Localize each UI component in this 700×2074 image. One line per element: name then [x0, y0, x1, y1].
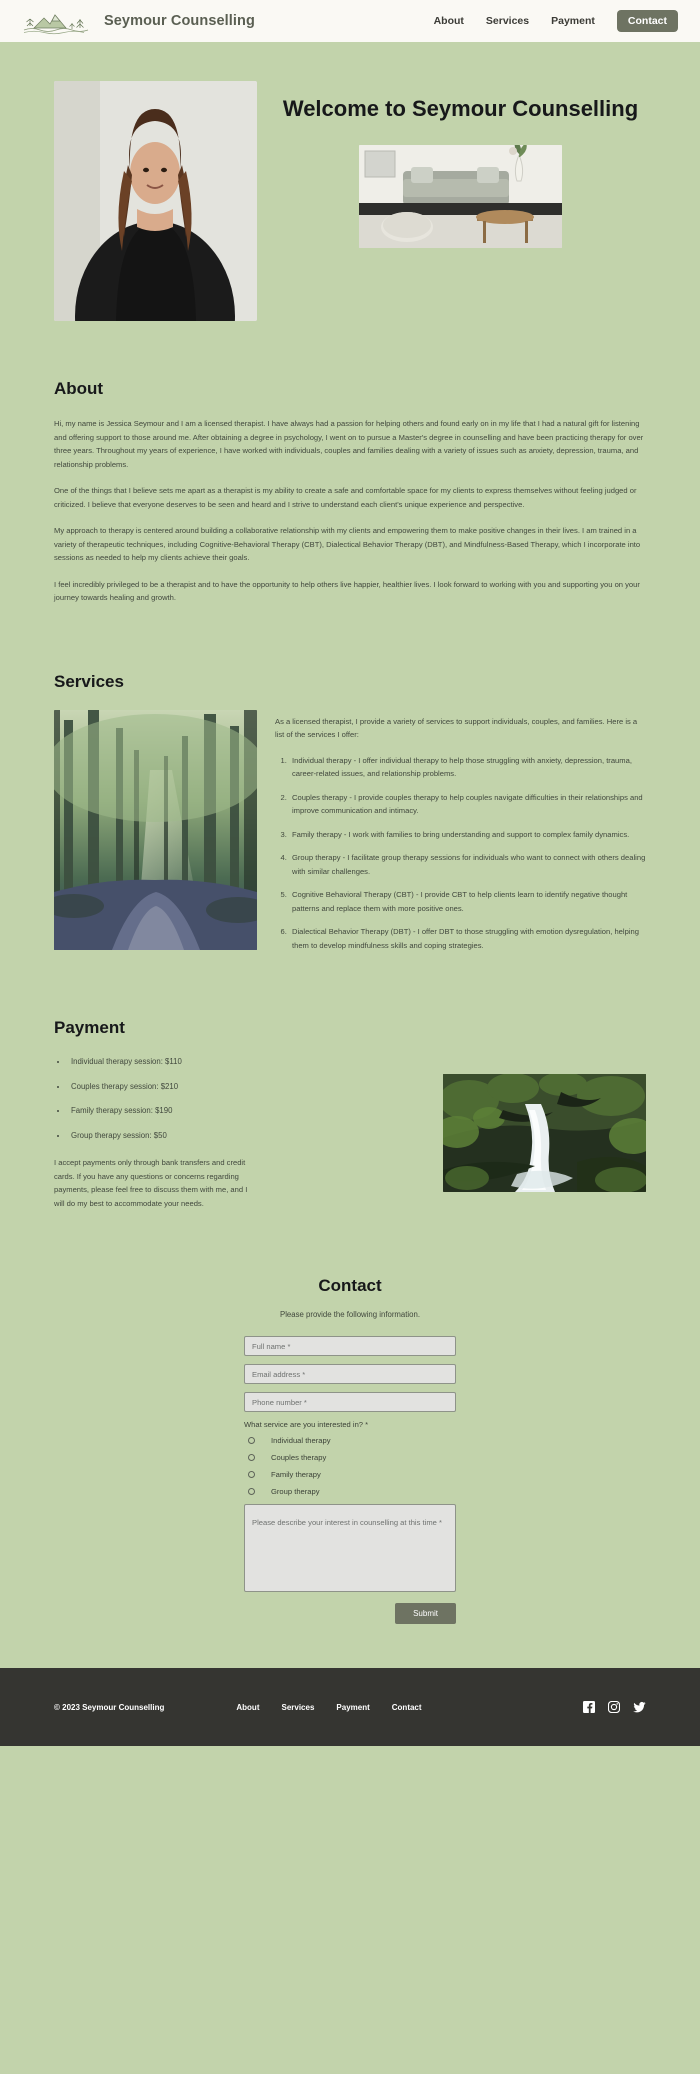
radio-option-group-therapy[interactable]: [244, 1487, 456, 1496]
phone-placeholder: Phone number *: [252, 1397, 307, 1407]
submit-button[interactable]: Submit: [395, 1603, 456, 1624]
price-list-item: • Couples therapy session: $210: [68, 1081, 425, 1093]
site-footer: [0, 1668, 700, 1746]
service-list-item: 5. Cognitive Behavioral Therapy (CBT) - I provide CBT to help clients learn to identify negative thought patterns and replace them with more positive ones.: [289, 888, 646, 915]
hero-right: [275, 81, 646, 321]
price-list-item: • Family therapy session: $190: [68, 1105, 425, 1117]
radio-circle-icon: [248, 1471, 255, 1478]
radio-label: Couples therapy: [271, 1453, 327, 1463]
price-list: [68, 1056, 425, 1142]
nav-item-services[interactable]: Services: [485, 15, 530, 27]
about-paragraph: I feel incredibly privileged to be a therapist and to have the opportunity to help others live happier, healthier lives. I look forward to working with you and supporting you on your journey towards healing and growth.: [54, 579, 640, 603]
about-section: [0, 321, 700, 605]
site-header: [0, 0, 700, 42]
services-intro: As a licensed therapist, I provide a variety of services to support individuals, couples, and families. Here is a list of the services I offer:: [275, 716, 638, 740]
main-nav: [434, 0, 678, 42]
email-placeholder: Email address *: [252, 1369, 306, 1379]
message-textarea[interactable]: [244, 1504, 456, 1592]
instagram-icon[interactable]: [608, 1701, 620, 1713]
waterfall-image: [443, 1074, 646, 1192]
payment-note: I accept payments only through bank transfers and credit cards. If you have any questions or concerns regarding payments, please feel free to discuss them with me, and I will do my best to accommodate your needs.: [54, 1158, 248, 1208]
services-text: [275, 710, 646, 963]
therapist-portrait-image: [54, 81, 257, 321]
social-links: [583, 1701, 646, 1713]
radio-label: Individual therapy: [271, 1436, 331, 1446]
contact-section: [0, 1210, 700, 1668]
service-question-label: What service are you interested in? *: [244, 1420, 369, 1430]
service-list-item: 3. Family therapy - I work with families to bring understanding and support to complex family dynamics.: [289, 828, 646, 842]
message-placeholder: Please describe your interest in counselling at this time *: [252, 1518, 442, 1528]
radio-option-individual-therapy[interactable]: [244, 1436, 456, 1445]
contact-subtitle: Please provide the following information.: [280, 1310, 420, 1320]
services-title: Services: [54, 671, 124, 691]
service-list-item: 2. Couples therapy - I provide couples therapy to help couples navigate difficulties in their relationships and improve communication and intimacy.: [289, 791, 646, 818]
footer-link-payment[interactable]: Payment: [336, 1702, 370, 1712]
service-list-item: 1. Individual therapy - I offer individual therapy to help those struggling with anxiety, depression, trauma, career-related issues, and relationship problems.: [289, 754, 646, 781]
copyright-text: © 2023 Seymour Counselling: [54, 1702, 165, 1712]
email-input[interactable]: [244, 1364, 456, 1384]
footer-link-about[interactable]: About: [236, 1702, 260, 1712]
contact-form: [244, 1336, 456, 1592]
price-list-item: • Group therapy session: $50: [68, 1130, 425, 1142]
contact-title: Contact: [318, 1276, 382, 1296]
about-title: About: [54, 379, 104, 398]
about-paragraph: One of the things that I believe sets me apart as a therapist is my ability to create a safe and comfortable space for my clients to express themselves without feeling judged or criticized. I believe that everyone deserves to be seen and heard and I strive to understand each client's unique experience and perspective.: [54, 486, 637, 509]
forest-path-image: [54, 710, 257, 950]
payment-title: Payment: [54, 1018, 125, 1038]
services-section: [0, 618, 700, 963]
hero-title: Welcome to Seymour Counselling: [282, 96, 639, 121]
footer-link-contact[interactable]: Contact: [391, 1702, 422, 1712]
nav-item-payment[interactable]: Payment: [551, 15, 595, 27]
facebook-icon[interactable]: [583, 1701, 595, 1713]
service-list-item: 4. Group therapy - I facilitate group therapy sessions for individuals who want to connect with others dealing with similar challenges.: [289, 851, 646, 878]
footer-nav: [236, 1703, 421, 1712]
nav-contact-button[interactable]: Contact: [617, 10, 678, 32]
radio-label: Family therapy: [271, 1470, 321, 1480]
living-room-image: [359, 145, 562, 248]
brand-group[interactable]: [22, 6, 255, 36]
radio-label: Group therapy: [271, 1487, 320, 1497]
footer-link-services[interactable]: Services: [281, 1702, 315, 1712]
mountain-landscape-logo-icon: [22, 6, 90, 36]
radio-circle-icon: [248, 1437, 255, 1444]
twitter-icon[interactable]: [633, 1701, 646, 1713]
radio-circle-icon: [248, 1488, 255, 1495]
phone-input[interactable]: [244, 1392, 456, 1412]
services-list: [289, 754, 646, 953]
full-name-input[interactable]: [244, 1336, 456, 1356]
about-paragraph: Hi, my name is Jessica Seymour and I am a licensed therapist. I have always had a passion for helping others and found early on in my life that I had a natural gift for listening and offering support to those around me. After obtaining a degree in psychology, I went on to pursue a Master's degree in counselling and have been practicing therapy for over three years. Throughout my years of experience, I have worked with individuals, couples and families dealing with a variety of issues such as anxiety, depression, trauma, and relationship problems.: [54, 419, 644, 469]
payment-section: [0, 962, 700, 1210]
radio-option-couples-therapy[interactable]: [244, 1453, 456, 1462]
radio-circle-icon: [248, 1454, 255, 1461]
price-list-item: • Individual therapy session: $110: [68, 1056, 425, 1068]
service-list-item: 6. Dialectical Behavior Therapy (DBT) - I offer DBT to those struggling with emotion dysregulation, helping them to develop mindfulness skills and coping strategies.: [289, 925, 646, 952]
radio-option-family-therapy[interactable]: [244, 1470, 456, 1479]
nav-item-about[interactable]: About: [433, 15, 464, 27]
about-paragraph: My approach to therapy is centered around building a collaborative relationship with my clients and empowering them to make positive changes in their lives. I am trained in a variety of therapeutic techniques, including Cognitive-Behavioral Therapy (CBT), Dialectical Behavior Therapy (DBT), and Mindfulness-Based Therapy, which I incorporate into sessions as needed to help my clients achieve their goals.: [54, 526, 641, 563]
full-name-placeholder: Full name *: [252, 1341, 291, 1351]
hero-section: [0, 42, 700, 321]
brand-name: Seymour Counselling: [104, 13, 255, 29]
hero-left: [54, 81, 257, 321]
